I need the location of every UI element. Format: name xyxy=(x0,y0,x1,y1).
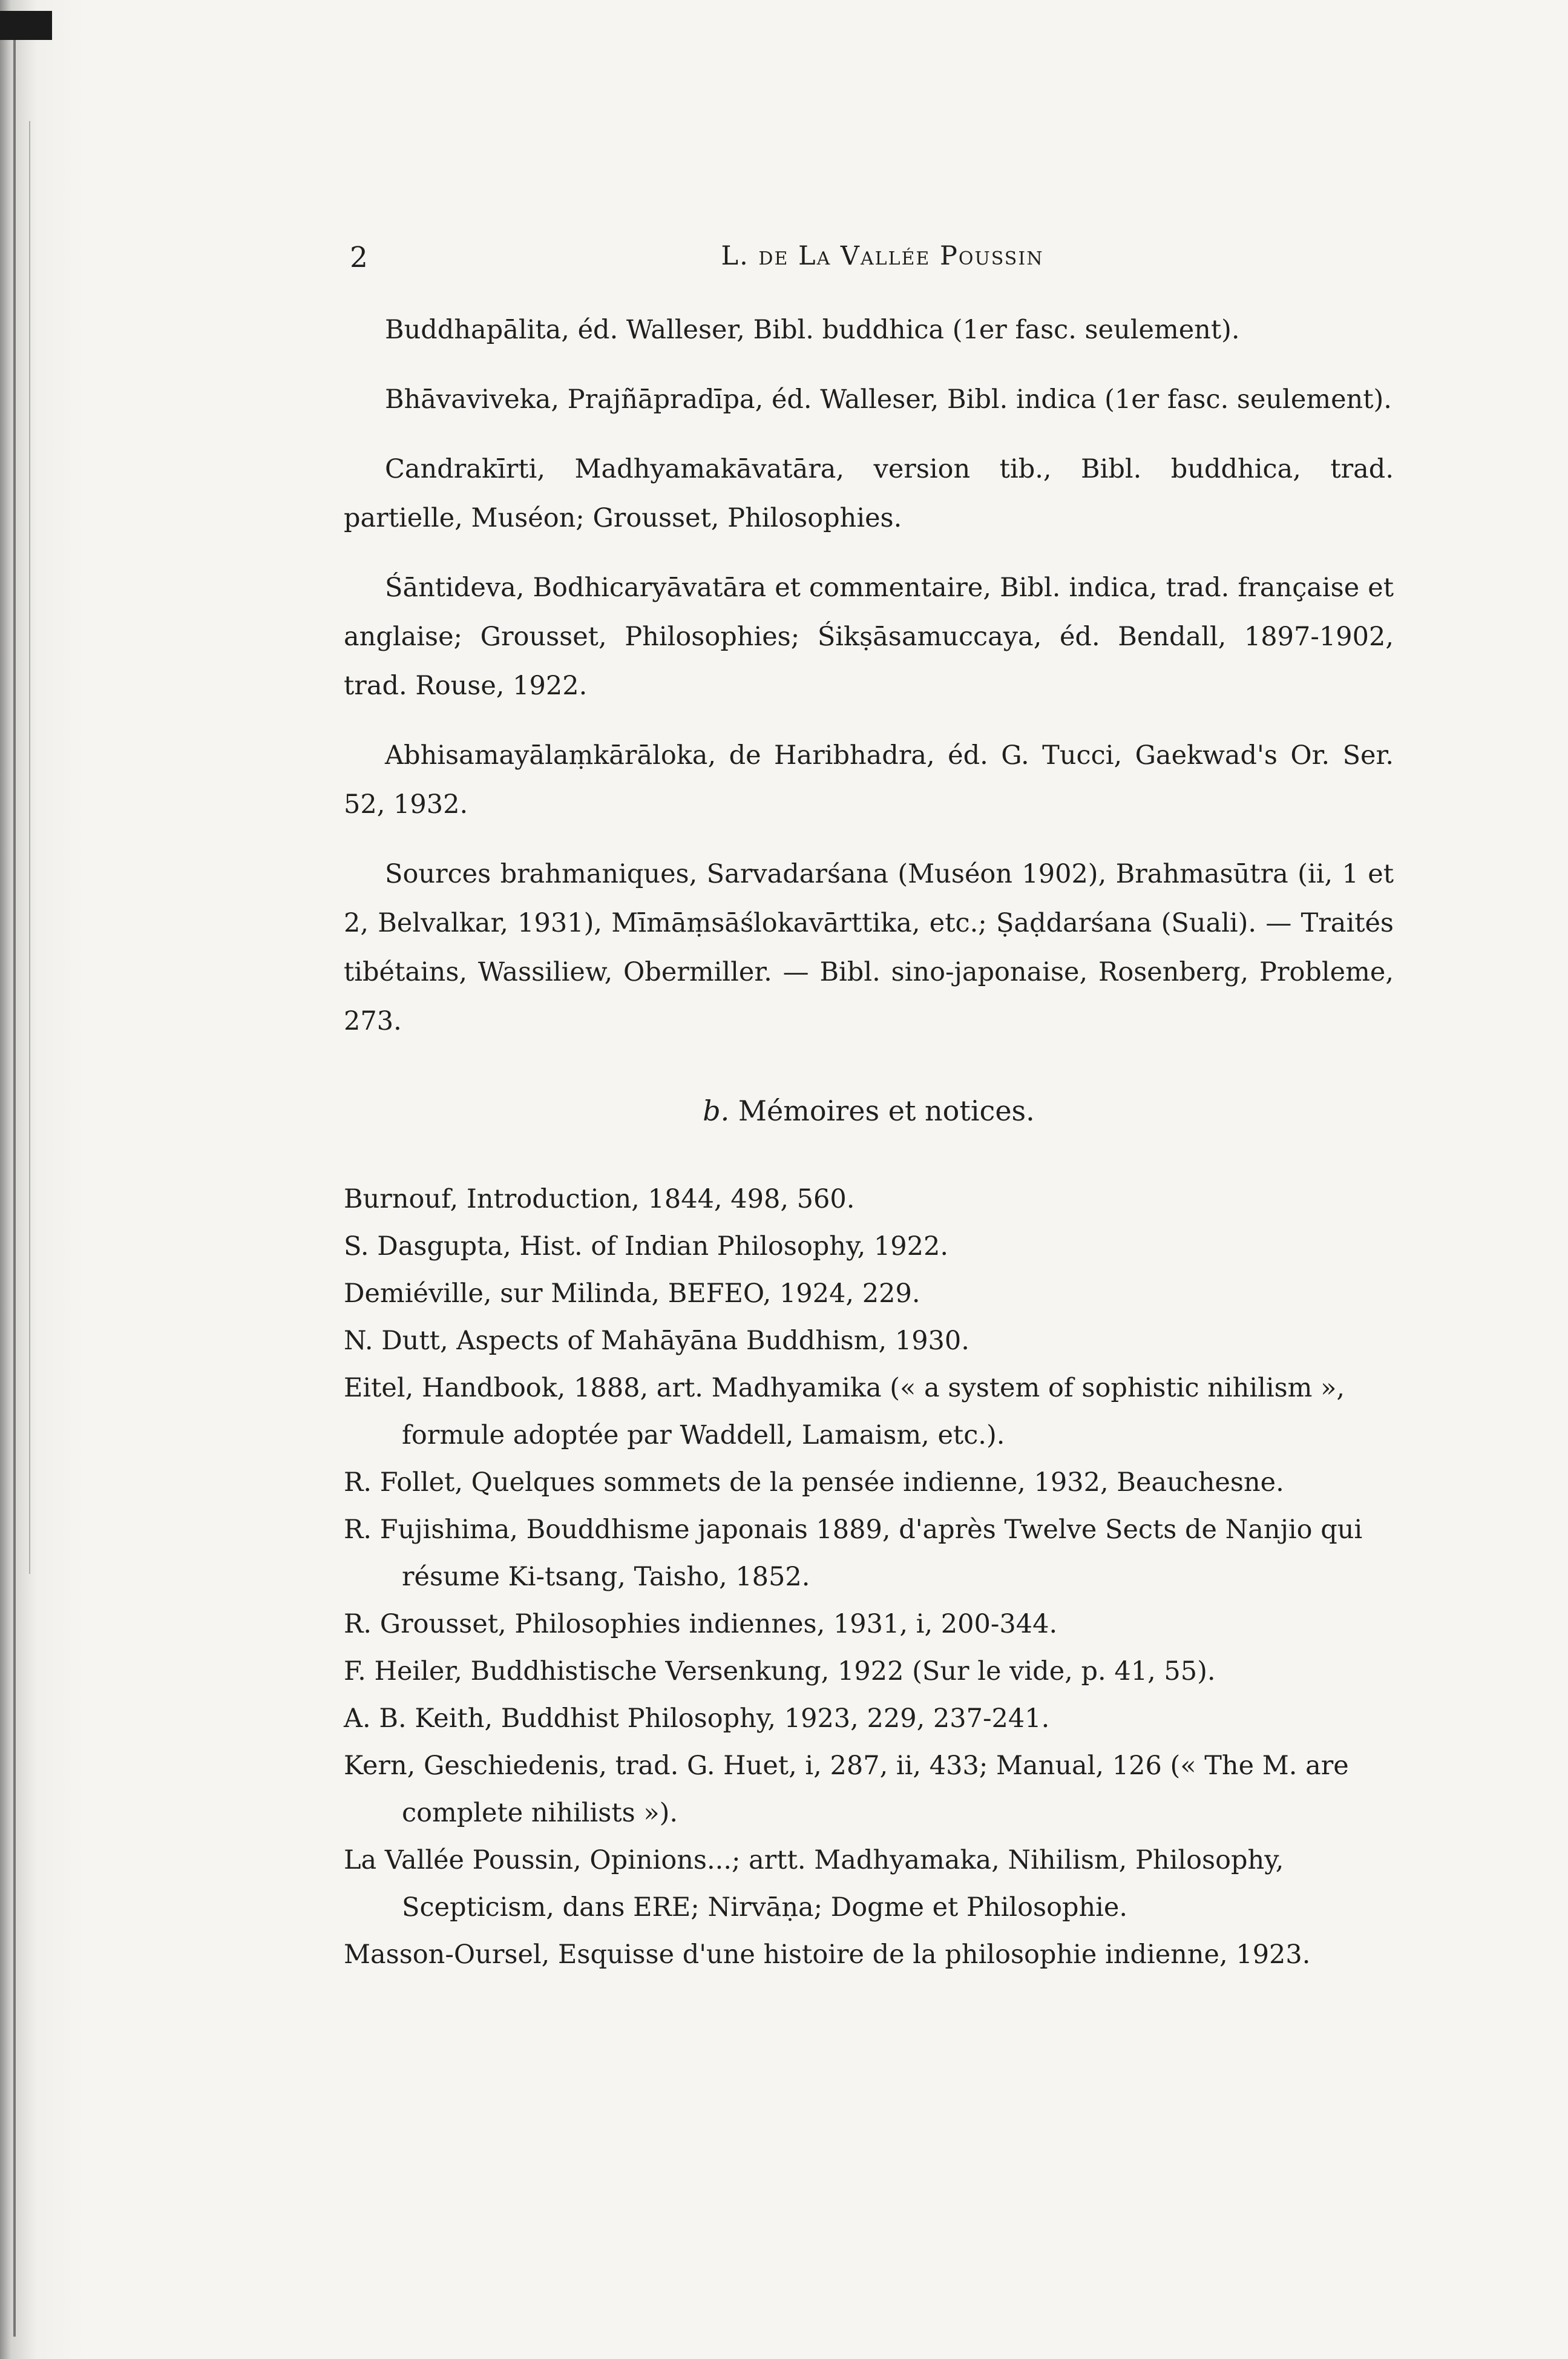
source-entry: Abhisamayālaṃkārāloka, de Haribhadra, éd. G. Tucci, Gaekwad's Or. Ser. 52, 1932. xyxy=(344,740,1394,820)
memoire-entry: S. Dasgupta, Hist. of Indian Philosophy, 1922. xyxy=(344,1231,949,1262)
section-letter: b. xyxy=(703,1094,730,1127)
page-number: 2 xyxy=(350,241,368,274)
memoire-entry: N. Dutt, Aspects of Mahāyāna Buddhism, 1930. xyxy=(344,1326,969,1356)
binding-edge-line xyxy=(13,24,16,2337)
sources-list xyxy=(344,306,1394,1067)
section-heading xyxy=(344,1094,1394,1127)
memoires-list xyxy=(344,1176,1394,1978)
source-entry: Candrakīrti, Madhyamakāvatāra, version tib., Bibl. buddhica, trad. partielle, Muséon; Grousset, Philosophies. xyxy=(344,454,1394,533)
memoire-entry: R. Follet, Quelques sommets de la pensée indienne, 1932, Beauchesne. xyxy=(344,1467,1284,1498)
source-entry: Buddhapālita, éd. Walleser, Bibl. buddhica (1er fasc. seulement). xyxy=(385,315,1240,345)
source-entry: Śāntideva, Bodhicaryāvatāra et commentaire, Bibl. indica, trad. française et anglaise; Grousset, Philosophies; Śikṣāsamuccaya, éd. Bendall, 1897-1902, trad. Rouse, 1922. xyxy=(344,573,1394,701)
source-entry: Bhāvaviveka, Prajñāpradīpa, éd. Walleser, Bibl. indica (1er fasc. seulement). xyxy=(385,384,1392,415)
binding-edge-line-secondary xyxy=(29,121,30,1574)
memoire-entry: R. Grousset, Philosophies indiennes, 1931, i, 200-344. xyxy=(344,1609,1058,1639)
section-title: Mémoires et notices. xyxy=(738,1094,1035,1127)
memoire-entry: R. Fujishima, Bouddhisme japonais 1889, d'après Twelve Sects de Nanjio qui résume Ki-tsang, Taisho, 1852. xyxy=(344,1515,1363,1592)
memoire-entry: F. Heiler, Buddhistische Versenkung, 1922 (Sur le vide, p. 41, 55). xyxy=(344,1656,1216,1686)
corner-scan-mark xyxy=(0,11,52,40)
memoire-entry: La Vallée Poussin, Opinions...; artt. Madhyamaka, Nihilism, Philosophy, Scepticism, dans ERE; Nirvāṇa; Dogme et Philosophie. xyxy=(344,1845,1284,1923)
memoire-entry: A. B. Keith, Buddhist Philosophy, 1923, 229, 237-241. xyxy=(344,1703,1050,1734)
page-edge-shadow xyxy=(0,0,85,2359)
source-entry: Sources brahmaniques, Sarvadarśana (Muséon 1902), Brahmasūtra (ii, 1 et 2, Belvalkar, 1931), Mīmāṃsāślokavārttika, etc.; Ṣaḍdarśana (Suali). — Traités tibétains, Wassiliew, Obermiller. — Bibl. sino-japonaise, Rosenberg, Probleme, 273. xyxy=(344,859,1394,1036)
memoire-entry: Burnouf, Introduction, 1844, 498, 560. xyxy=(344,1184,855,1214)
page-header xyxy=(350,241,1415,283)
memoire-entry: Demiéville, sur Milinda, BEFEO, 1924, 229. xyxy=(344,1278,920,1309)
memoire-entry: Eitel, Handbook, 1888, art. Madhyamika (« a system of sophistic nihilism », formule adoptée par Waddell, Lamaism, etc.). xyxy=(344,1373,1345,1450)
running-title: L. de La Vallée Poussin xyxy=(721,241,1044,271)
memoire-entry: Masson-Oursel, Esquisse d'une histoire de la philosophie indienne, 1923. xyxy=(344,1940,1311,1970)
memoire-entry: Kern, Geschiedenis, trad. G. Huet, i, 287, ii, 433; Manual, 126 (« The M. are complete nihilists »). xyxy=(344,1751,1349,1828)
